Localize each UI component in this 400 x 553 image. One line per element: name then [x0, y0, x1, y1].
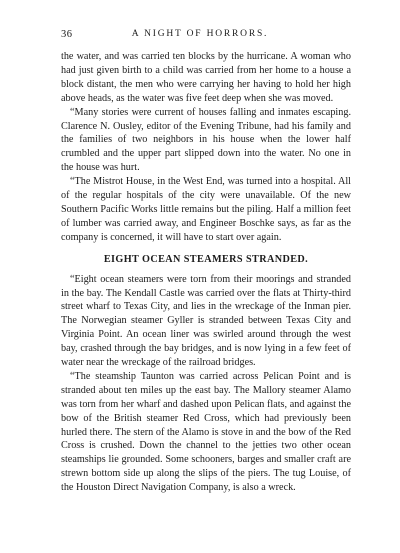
paragraph: “Many stories were current of houses falling and inmates escaping. Clarence N. Ousley, editor of the Evening Tribune, had his family and the families of two neighbors in his house when the lower half crumbled and the upper part slipped down into the water. No one in the house was hurt.: [61, 106, 351, 174]
body-text: [61, 50, 351, 495]
paragraph: the water, and was carried ten blocks by the hurricane. A woman who had just given birth to a child was carried from her home to a house a block distant, the men who were carrying her having to hold her high above heads, as the water was five feet deep when she was moved.: [61, 51, 351, 104]
paragraph: “Eight ocean steamers were torn from their moorings and stranded in the bay. The Kendall Castle was carried over the flats at Thirty-third street wharf to Texas City, and lies in the wreckage of the Inman pier. The Norwegian steamer Gyller is stranded between Texas City and Virginia Point. An ocean liner was swirled around through the west bay, crashed through the bay bridges, and is now lying in a few feet of water near the wreckage of the railroad bridges.: [61, 273, 351, 369]
paragraph: “The Mistrot House, in the West End, was turned into a hospital. All of the regular hospitals of the city were unavailable. Of the new Southern Pacific Works little remains but the piling. Half a million feet of lumber was carried away, and Engineer Boschke says, as far as the company is concerned, it will have to start over again.: [61, 176, 351, 243]
running-head: A NIGHT OF HORRORS.: [131, 29, 269, 39]
section-heading: EIGHT OCEAN STEAMERS STRANDED.: [103, 253, 309, 265]
paragraph: “The steamship Taunton was carried across Pelican Point and is stranded about ten miles up the east bay. The Mallory steamer Alamo was torn from her wharf and dashed upon Pelican flats, and against the bow of the British steamer Red Cross, which had previously been hurled there. The stern of the Alamo is stove in and the bow of the Red Cross is crushed. Down the channel to the jetties two other ocean steamships lie grounded. Some schooners, barges and smaller craft are strewn bottom side up along the slips of the piers. The tug Louise, of the Houston Direct Navigation Company, is also a wreck.: [61, 370, 351, 494]
page-number: 36: [61, 29, 73, 40]
page-header: [0, 0, 400, 40]
